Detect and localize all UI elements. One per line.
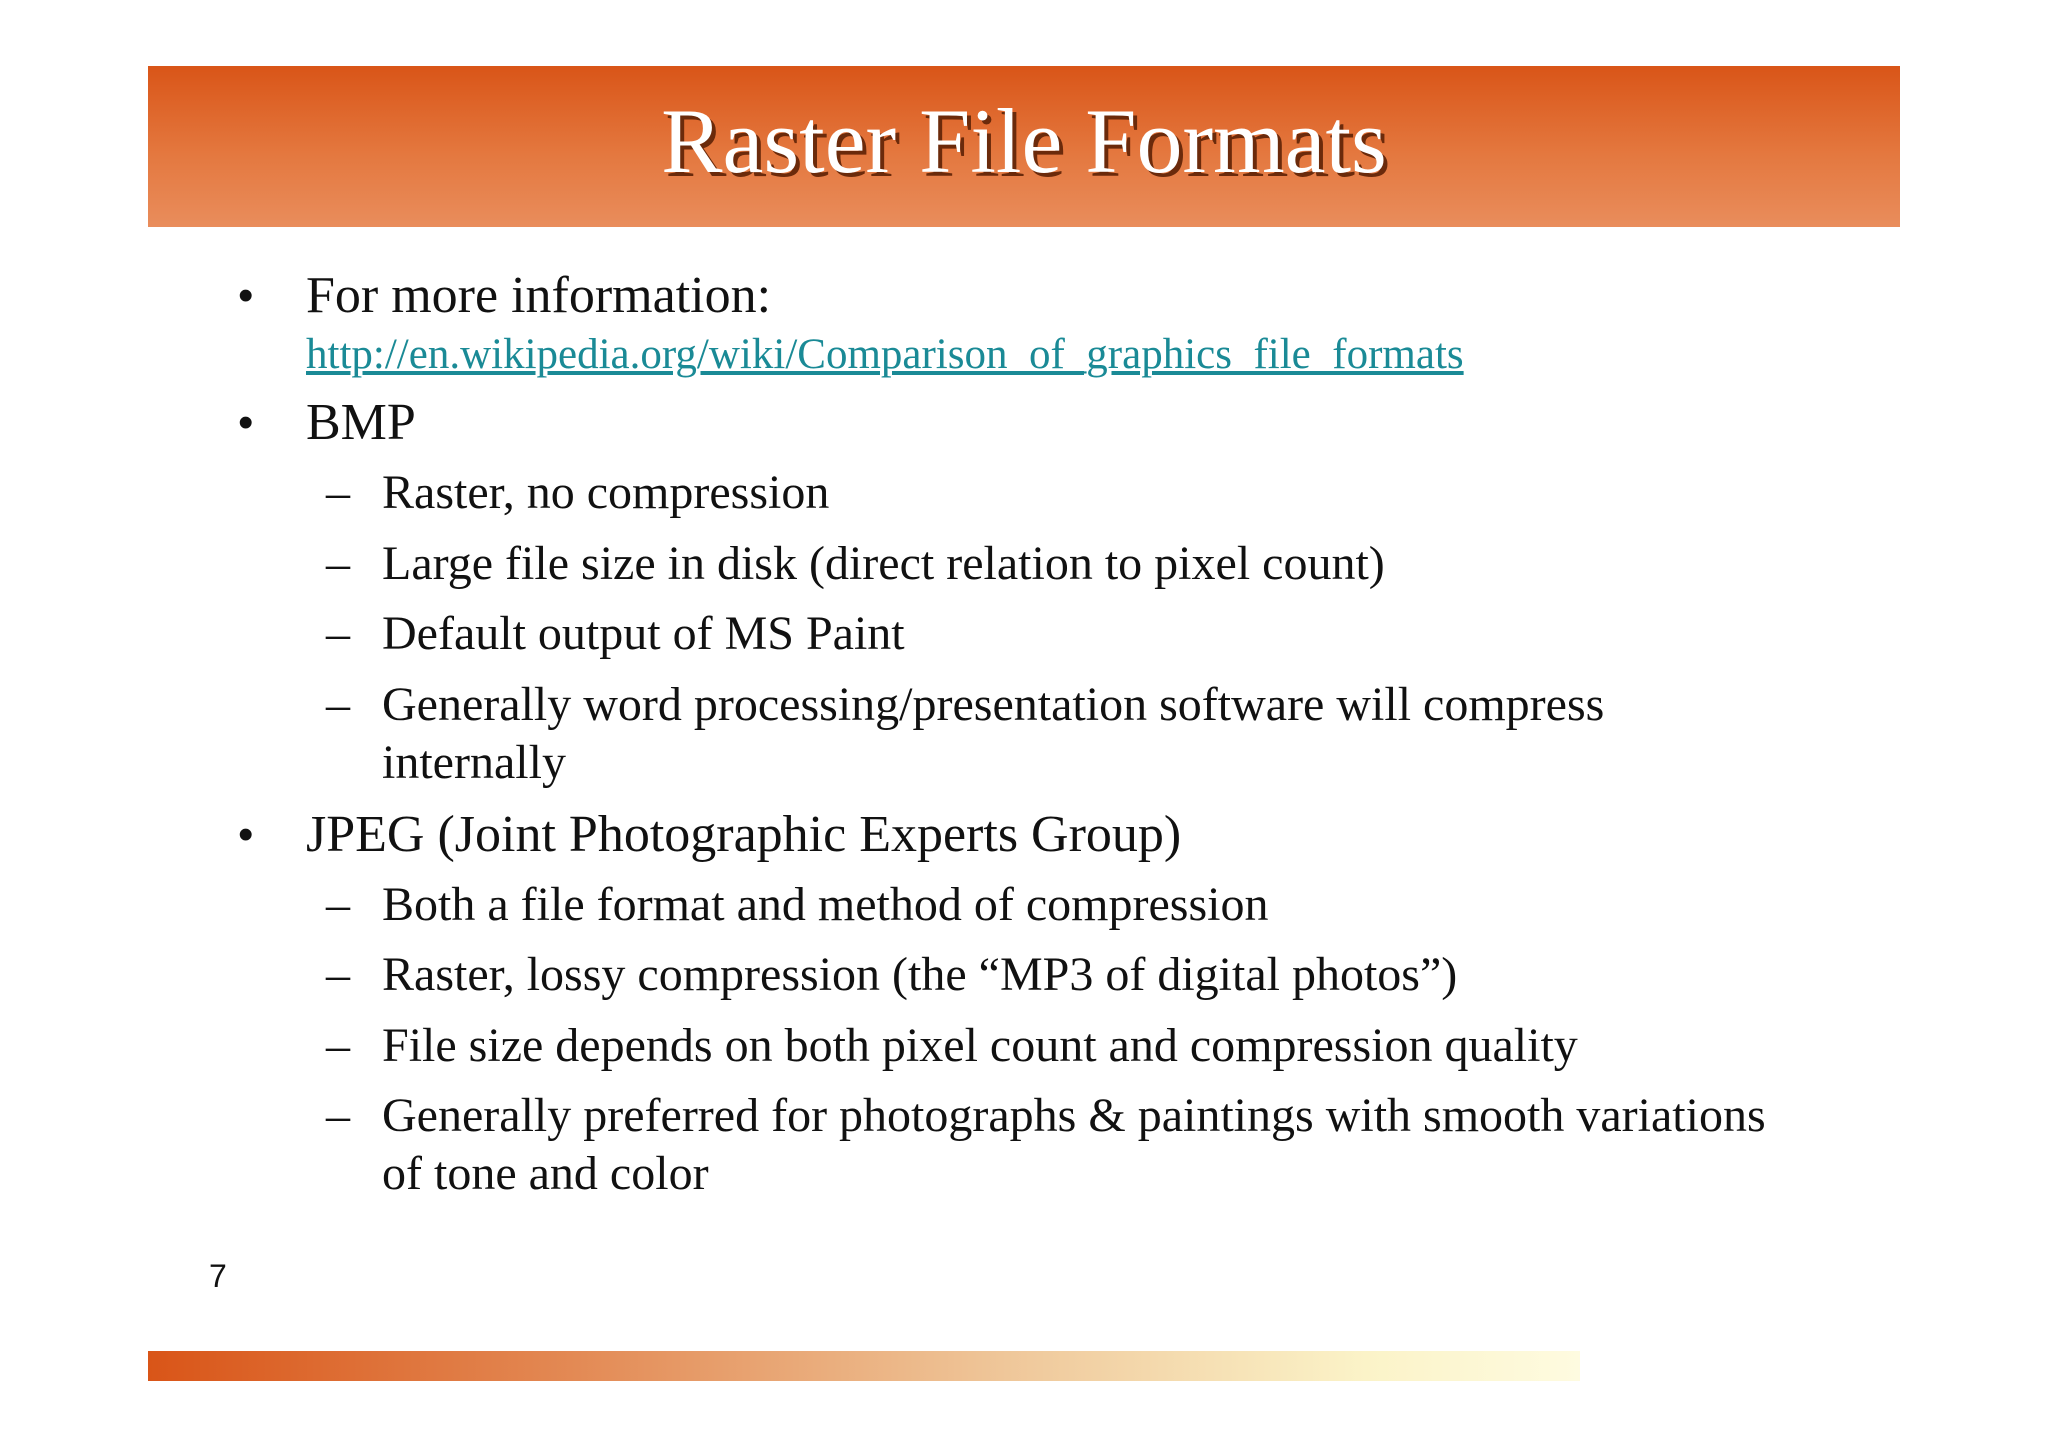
- sub-item-text: Raster, lossy compression (the “MP3 of digital photos”): [382, 948, 1458, 1001]
- dash-marker: –: [326, 607, 350, 660]
- wikipedia-link[interactable]: http://en.wikipedia.org/wiki/Comparison_of_graphics_file_formats: [306, 331, 1464, 378]
- bullet-text: BMP: [306, 394, 416, 451]
- bullet-text: JPEG (Joint Photographic Experts Group): [306, 806, 1182, 863]
- dash-marker: –: [326, 466, 350, 519]
- sub-item-text: Generally preferred for photographs & paintings with smooth variations of tone and color: [382, 1089, 1766, 1200]
- sub-item-text: Default output of MS Paint: [382, 607, 905, 660]
- sub-item-text: Large file size in disk (direct relation to pixel count): [382, 537, 1385, 590]
- page-number: 7: [209, 1258, 227, 1294]
- dash-marker: –: [326, 537, 350, 590]
- dash-marker: –: [326, 678, 350, 731]
- bullet-marker: •: [238, 810, 254, 859]
- dash-marker: –: [326, 1089, 350, 1142]
- dash-marker: –: [326, 878, 350, 931]
- sub-item-text: Generally word processing/presentation software will compress internally: [382, 678, 1605, 789]
- bullet-text: For more information:: [306, 267, 772, 324]
- slide-title: Raster File Formats: [661, 89, 1387, 192]
- sub-item-text: Both a file format and method of compression: [382, 878, 1269, 931]
- bullet-marker: •: [238, 271, 254, 320]
- sub-item-text: Raster, no compression: [382, 466, 830, 519]
- dash-marker: –: [326, 948, 350, 1001]
- footer-gradient-bar: [148, 1351, 1580, 1381]
- sub-item-text: File size depends on both pixel count and compression quality: [382, 1019, 1578, 1072]
- bullet-marker: •: [238, 398, 254, 447]
- dash-marker: –: [326, 1019, 350, 1072]
